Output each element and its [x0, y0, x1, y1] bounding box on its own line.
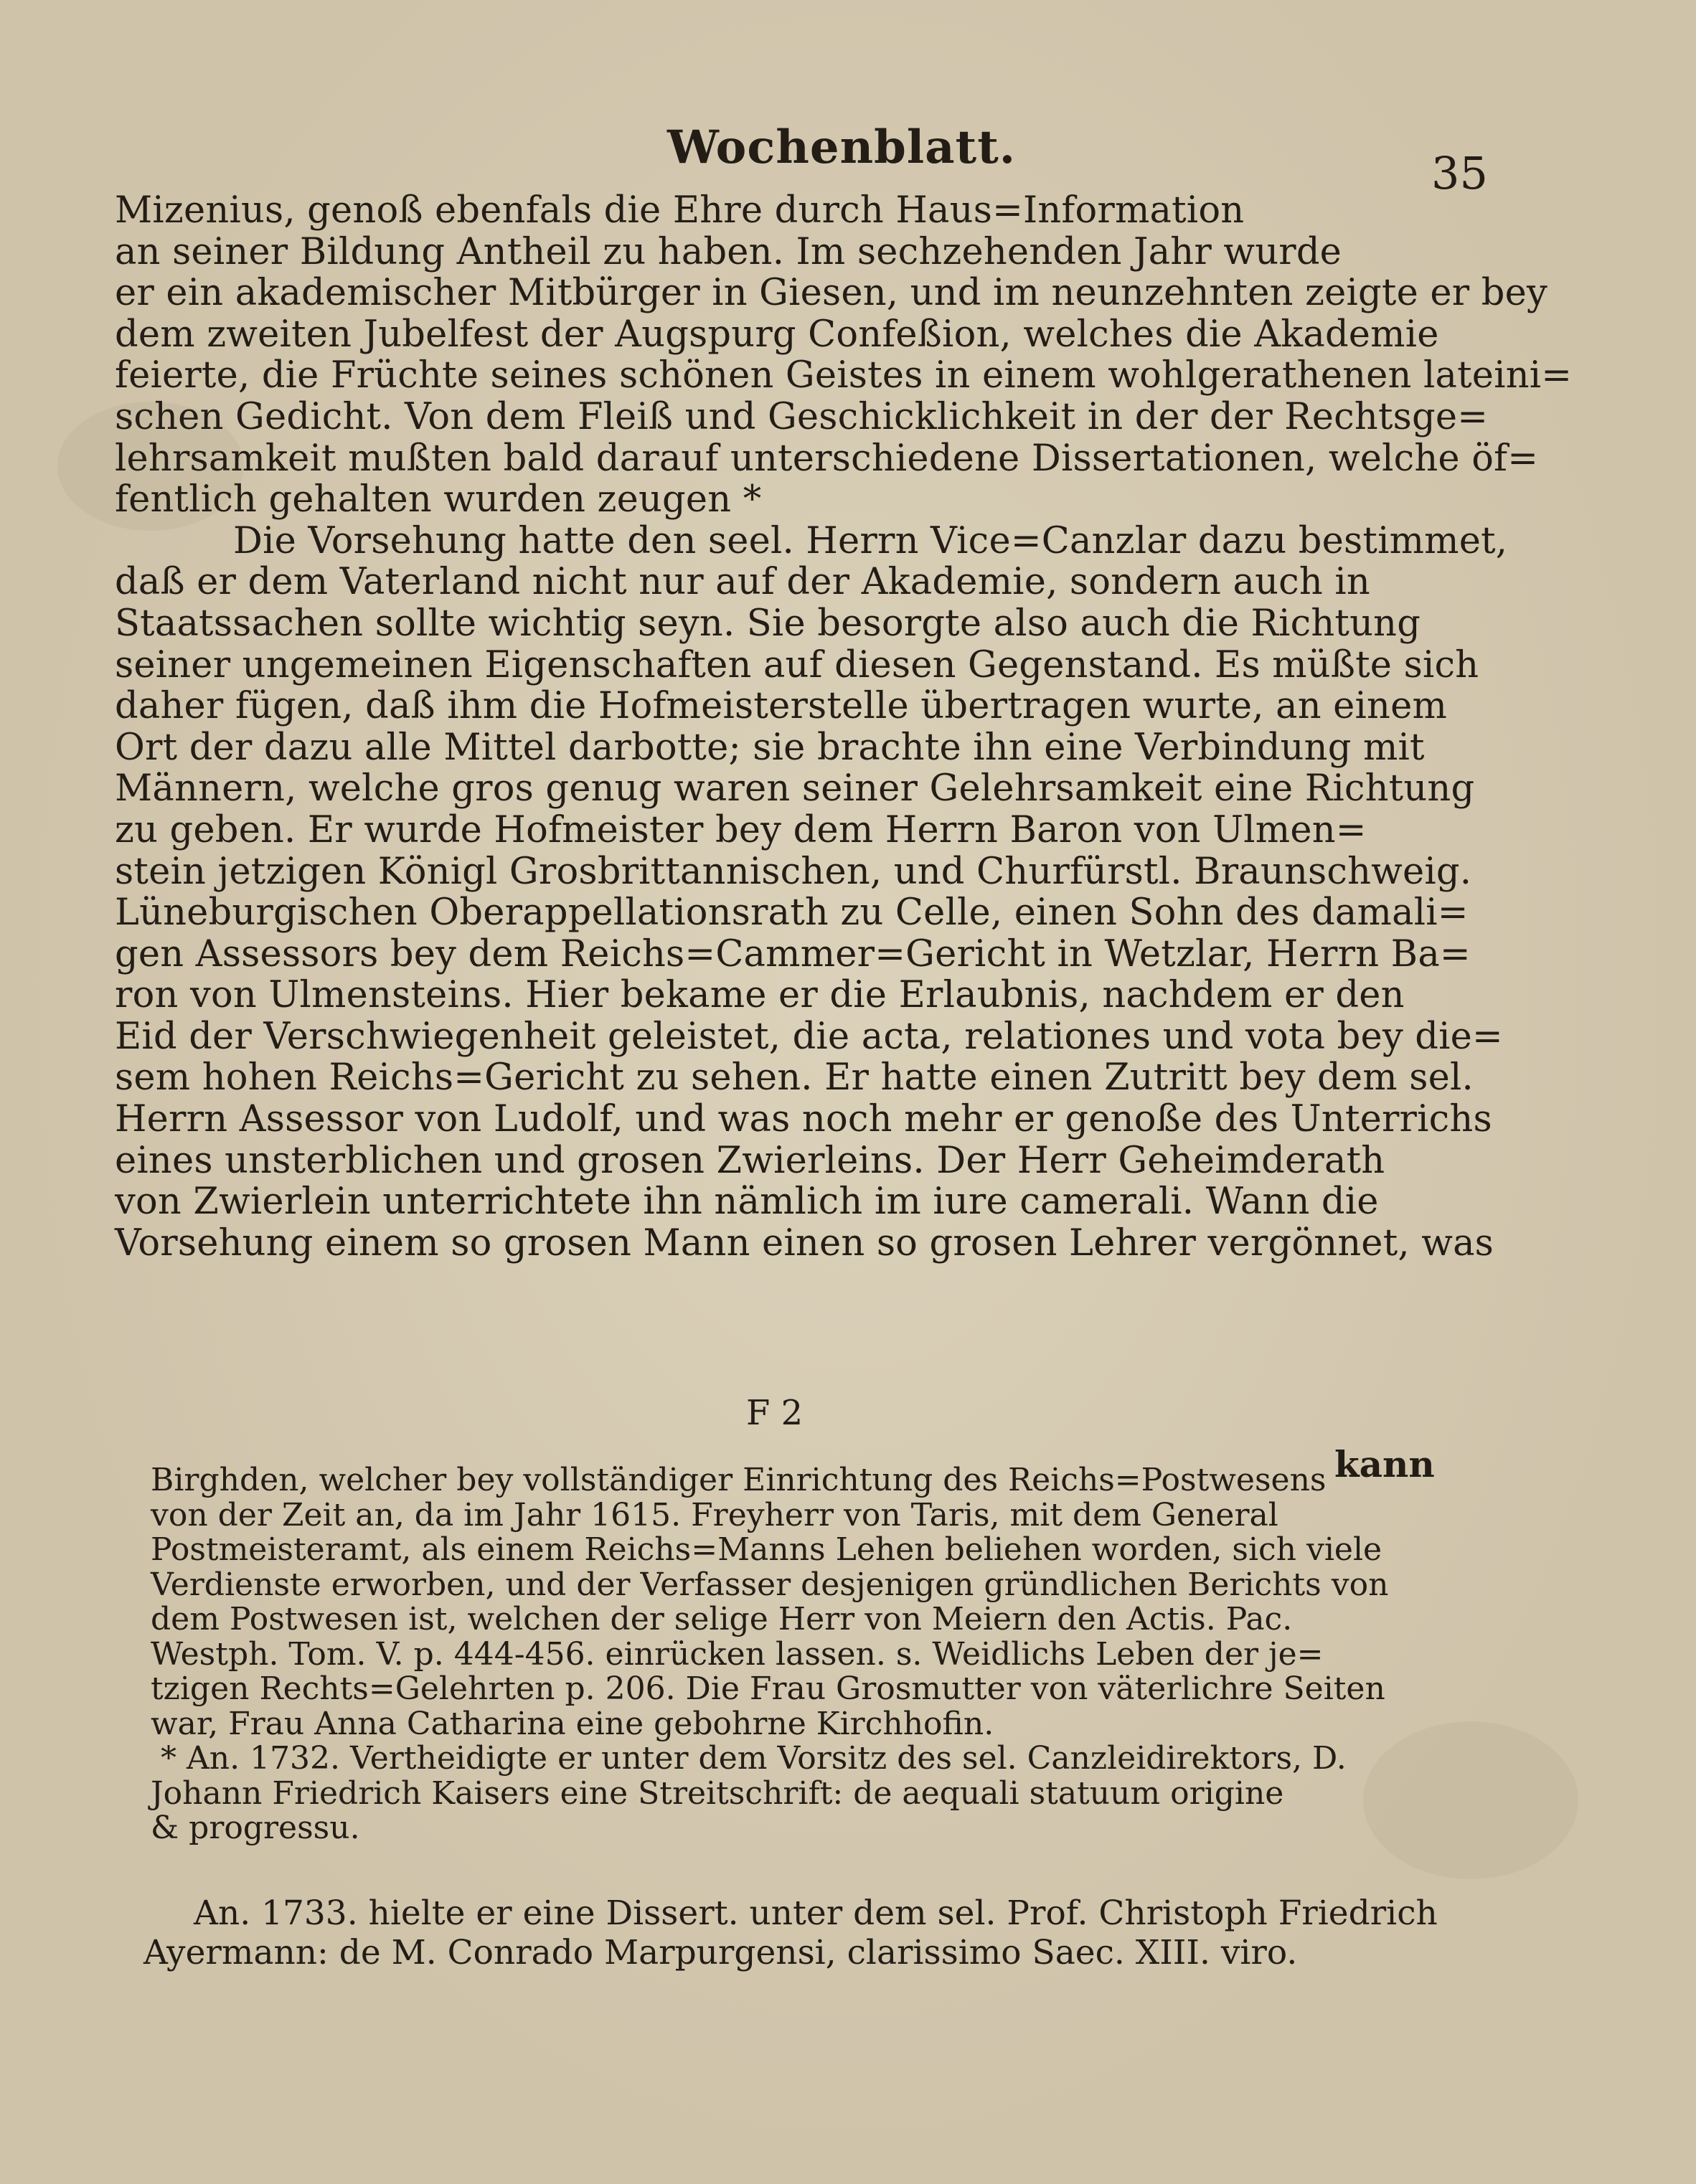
footnote-block-second — [143, 1894, 1438, 1972]
text-line: ron von Ulmensteins. Hier bekame er die Erlaubnis, nachdem er den — [115, 974, 1405, 1017]
signature-mark: F 2 — [746, 1393, 804, 1433]
text-line: fentlich gehalten wurden zeugen * — [115, 478, 762, 521]
footnote-line: Ayermann: de M. Conrado Marpurgensi, clarissimo Saec. XIII. viro. — [143, 1933, 1298, 1972]
text-line: Eid der Verschwiegenheit geleistet, die acta, relationes und vota bey die= — [115, 1015, 1503, 1058]
text-line: daher fügen, daß ihm die Hofmeisterstelle übertragen wurte, an einem — [115, 685, 1448, 728]
text-line: Männern, welche gros genug waren seiner Gelehrsamkeit eine Richtung — [115, 767, 1475, 810]
text-line: eines unsterblichen und grosen Zwierleins. Der Herr Geheimderath — [115, 1139, 1385, 1182]
text-line: gen Assessors bey dem Reichs=Cammer=Gericht in Wetzlar, Herrn Ba= — [115, 932, 1471, 975]
footnote-line: war, Frau Anna Catharina eine gebohrne Kirchhofin. — [151, 1705, 994, 1742]
text-line: schen Gedicht. Von dem Fleiß und Geschicklichkeit in der der Rechtsge= — [115, 395, 1489, 438]
running-header-title: Wochenblatt. — [667, 120, 1017, 174]
footnote-line: & progressu. — [151, 1810, 360, 1846]
footnote-block — [151, 1463, 1428, 1846]
text-line: Mizenius, genoß ebenfals die Ehre durch Haus=Information — [115, 189, 1245, 232]
text-line: Herrn Assessor von Ludolf, und was noch mehr er genoße des Unterrichs — [115, 1098, 1492, 1141]
text-line: Die Vorsehung hatte den seel. Herrn Vice=Canzlar dazu bestimmet, — [233, 519, 1508, 562]
text-line: daß er dem Vaterland nicht nur auf der Akademie, sondern auch in — [115, 561, 1370, 604]
text-line: Lüneburgischen Oberappellationsrath zu Celle, einen Sohn des damali= — [115, 892, 1469, 935]
text-line: dem zweiten Jubelfest der Augspurg Confeßion, welches die Akademie — [115, 313, 1439, 356]
footnote-line: von der Zeit an, da im Jahr 1615. Freyherr von Taris, mit dem General — [151, 1496, 1278, 1533]
footnote-line: tzigen Rechts=Gelehrten p. 206. Die Frau Grosmutter von väterlichre Seiten — [151, 1670, 1385, 1707]
text-line: stein jetzigen Königl Grosbrittannischen, und Churfürstl. Braunschweig. — [115, 850, 1472, 893]
main-text-block — [115, 189, 1573, 1264]
catchword: kann — [1334, 1443, 1435, 1485]
text-line: lehrsamkeit mußten bald darauf unterschiedene Dissertationen, welche öf= — [115, 437, 1539, 480]
footnote-line: Westph. Tom. V. p. 444-456. einrücken lassen. s. Weidlichs Leben der je= — [151, 1635, 1324, 1673]
text-line: sem hohen Reichs=Gericht zu sehen. Er hatte einen Zutritt bey dem sel. — [115, 1056, 1474, 1100]
page-number: 35 — [1431, 147, 1488, 199]
text-line: feierte, die Früchte seines schönen Geistes in einem wohlgerathenen lateini= — [115, 354, 1573, 397]
text-line: seiner ungemeinen Eigenschaften auf diesen Gegenstand. Es müßte sich — [115, 643, 1479, 686]
text-line: Vorsehung einem so grosen Mann einen so grosen Lehrer vergönnet, was — [115, 1221, 1494, 1264]
footnote-line: dem Postwesen ist, welchen der selige Herr von Meiern den Actis. Pac. — [151, 1601, 1293, 1637]
text-line: von Zwierlein unterrichtete ihn nämlich im iure camerali. Wann die — [115, 1181, 1379, 1224]
footnote-line: Birghden, welcher bey vollständiger Einrichtung des Reichs=Postwesens — [151, 1462, 1327, 1498]
text-line: Ort der dazu alle Mittel darbotte; sie brachte ihn eine Verbindung mit — [115, 726, 1425, 769]
footnote-line: * An. 1732. Vertheidigte er unter dem Vorsitz des sel. Canzleidirektors, D. — [161, 1740, 1347, 1777]
text-line: an seiner Bildung Antheil zu haben. Im sechzehenden Jahr wurde — [115, 230, 1342, 273]
footnote-line: Verdienste erworben, und der Verfasser desjenigen gründlichen Berichts von — [151, 1566, 1389, 1603]
footnote-line: Johann Friedrich Kaisers eine Streitschrift: de aequali statuum origine — [151, 1774, 1284, 1812]
footnote-line: Postmeisteramt, als einem Reichs=Manns Lehen beliehen worden, sich viele — [151, 1531, 1382, 1568]
text-line: er ein akademischer Mitbürger in Giesen, und im neunzehnten zeigte er bey — [115, 272, 1547, 315]
text-line: zu geben. Er wurde Hofmeister bey dem Herrn Baron von Ulmen= — [115, 808, 1367, 851]
footnote-line: An. 1733. hielte er eine Dissert. unter dem sel. Prof. Christoph Friedrich — [194, 1894, 1438, 1933]
text-line: Staatssachen sollte wichtig seyn. Sie besorgte also auch die Richtung — [115, 602, 1421, 645]
